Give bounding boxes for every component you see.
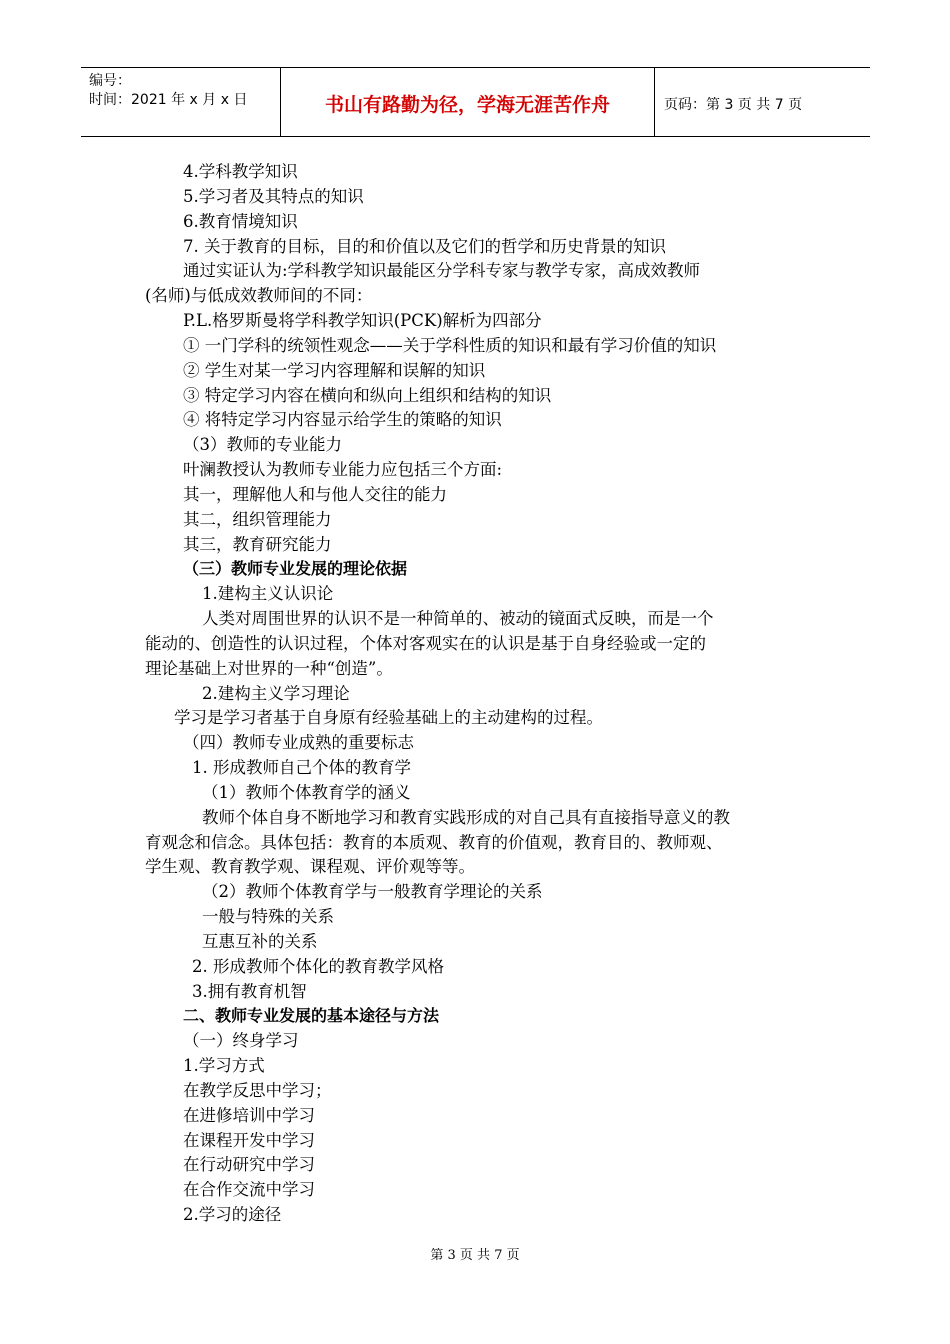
document-number-label: 编号： xyxy=(89,73,131,89)
header-motto-cell xyxy=(281,68,655,136)
text-line: 2.学习的途径 xyxy=(183,1205,282,1224)
text-line: 5.学习者及其特点的知识 xyxy=(183,187,364,206)
text-line: ① 一门学科的统领性观念——关于学科性质的知识和最有学习价值的知识 xyxy=(183,336,717,355)
text-line: 其三，教育研究能力 xyxy=(183,535,332,554)
text-line: 在合作交流中学习 xyxy=(183,1180,315,1199)
text-line: 教师个体自身不断地学习和教育实践形成的对自己具有直接指导意义的教 xyxy=(202,808,730,827)
text-line: 1.建构主义认识论 xyxy=(202,584,334,603)
text-line: 在行动研究中学习 xyxy=(183,1155,315,1174)
header-page-info: 页码：第 3 页 共 7 页 xyxy=(664,97,803,113)
text-line: 在课程开发中学习 xyxy=(183,1131,315,1150)
text-line: 7. 关于教育的目标，目的和价值以及它们的哲学和历史背景的知识 xyxy=(183,237,666,256)
text-line: 人类对周围世界的认识不是一种简单的、被动的镜面式反映，而是一个 xyxy=(202,609,714,628)
text-line: 学生观、教育教学观、课程观、评价观等等。 xyxy=(145,857,475,876)
text-line: 2.建构主义学习理论 xyxy=(202,684,350,703)
text-line: 一般与特殊的关系 xyxy=(202,907,334,926)
section-heading: （三）教师专业发展的理论依据 xyxy=(183,559,408,578)
text-line: 4.学科教学知识 xyxy=(183,162,298,181)
text-line: 理论基础上对世界的一种“创造”。 xyxy=(145,659,393,678)
text-line: 2. 形成教师个体化的教育教学风格 xyxy=(192,957,444,976)
text-line: 育观念和信念。具体包括：教育的本质观、教育的价值观，教育目的、教师观、 xyxy=(145,833,723,852)
text-line: （3）教师的专业能力 xyxy=(183,435,342,454)
section-heading: 二、教师专业发展的基本途径与方法 xyxy=(183,1006,440,1025)
document-date-label: 时间：2021 年 x 月 x 日 xyxy=(89,92,248,108)
text-line: P.L.格罗斯曼将学科教学知识(PCK)解析为四部分 xyxy=(183,311,542,330)
text-line: （1）教师个体教育学的涵义 xyxy=(202,783,411,802)
header-motto: 书山有路勤为径，学海无涯苦作舟 xyxy=(324,94,610,116)
text-line: 1.学习方式 xyxy=(183,1056,265,1075)
text-line: 在教学反思中学习； xyxy=(183,1081,332,1100)
text-line: ③ 特定学习内容在横向和纵向上组织和结构的知识 xyxy=(183,386,552,405)
text-line: 其二，组织管理能力 xyxy=(183,510,332,529)
text-line: ④ 将特定学习内容显示给学生的策略的知识 xyxy=(183,410,502,429)
page-footer: 第 3 页 共 7 页 xyxy=(430,1248,520,1263)
text-line: (名师)与低成效教师间的不同： xyxy=(145,286,373,305)
text-line: 其一，理解他人和与他人交往的能力 xyxy=(183,485,447,504)
text-line: （四）教师专业成熟的重要标志 xyxy=(183,733,414,752)
page-header xyxy=(81,67,870,137)
header-page-cell xyxy=(655,68,870,136)
text-line: 互惠互补的关系 xyxy=(202,932,318,951)
text-line: 通过实证认为:学科教学知识最能区分学科专家与教学专家，高成效教师 xyxy=(183,261,701,280)
text-line: 3.拥有教育机智 xyxy=(192,982,307,1001)
text-line: 6.教育情境知识 xyxy=(183,212,298,231)
text-line: 叶澜教授认为教师专业能力应包括三个方面: xyxy=(183,460,503,479)
text-line: 在进修培训中学习 xyxy=(183,1106,315,1125)
text-line: 能动的、创造性的认识过程，个体对客观实在的认识是基于自身经验或一定的 xyxy=(145,634,706,653)
text-line: ② 学生对某一学习内容理解和误解的知识 xyxy=(183,361,486,380)
text-line: （2）教师个体教育学与一般教育学理论的关系 xyxy=(202,882,543,901)
header-meta-cell xyxy=(81,68,281,136)
text-line: 学习是学习者基于自身原有经验基础上的主动建构的过程。 xyxy=(174,708,603,727)
text-line: （一）终身学习 xyxy=(183,1031,299,1050)
text-line: 1. 形成教师自己个体的教育学 xyxy=(192,758,411,777)
